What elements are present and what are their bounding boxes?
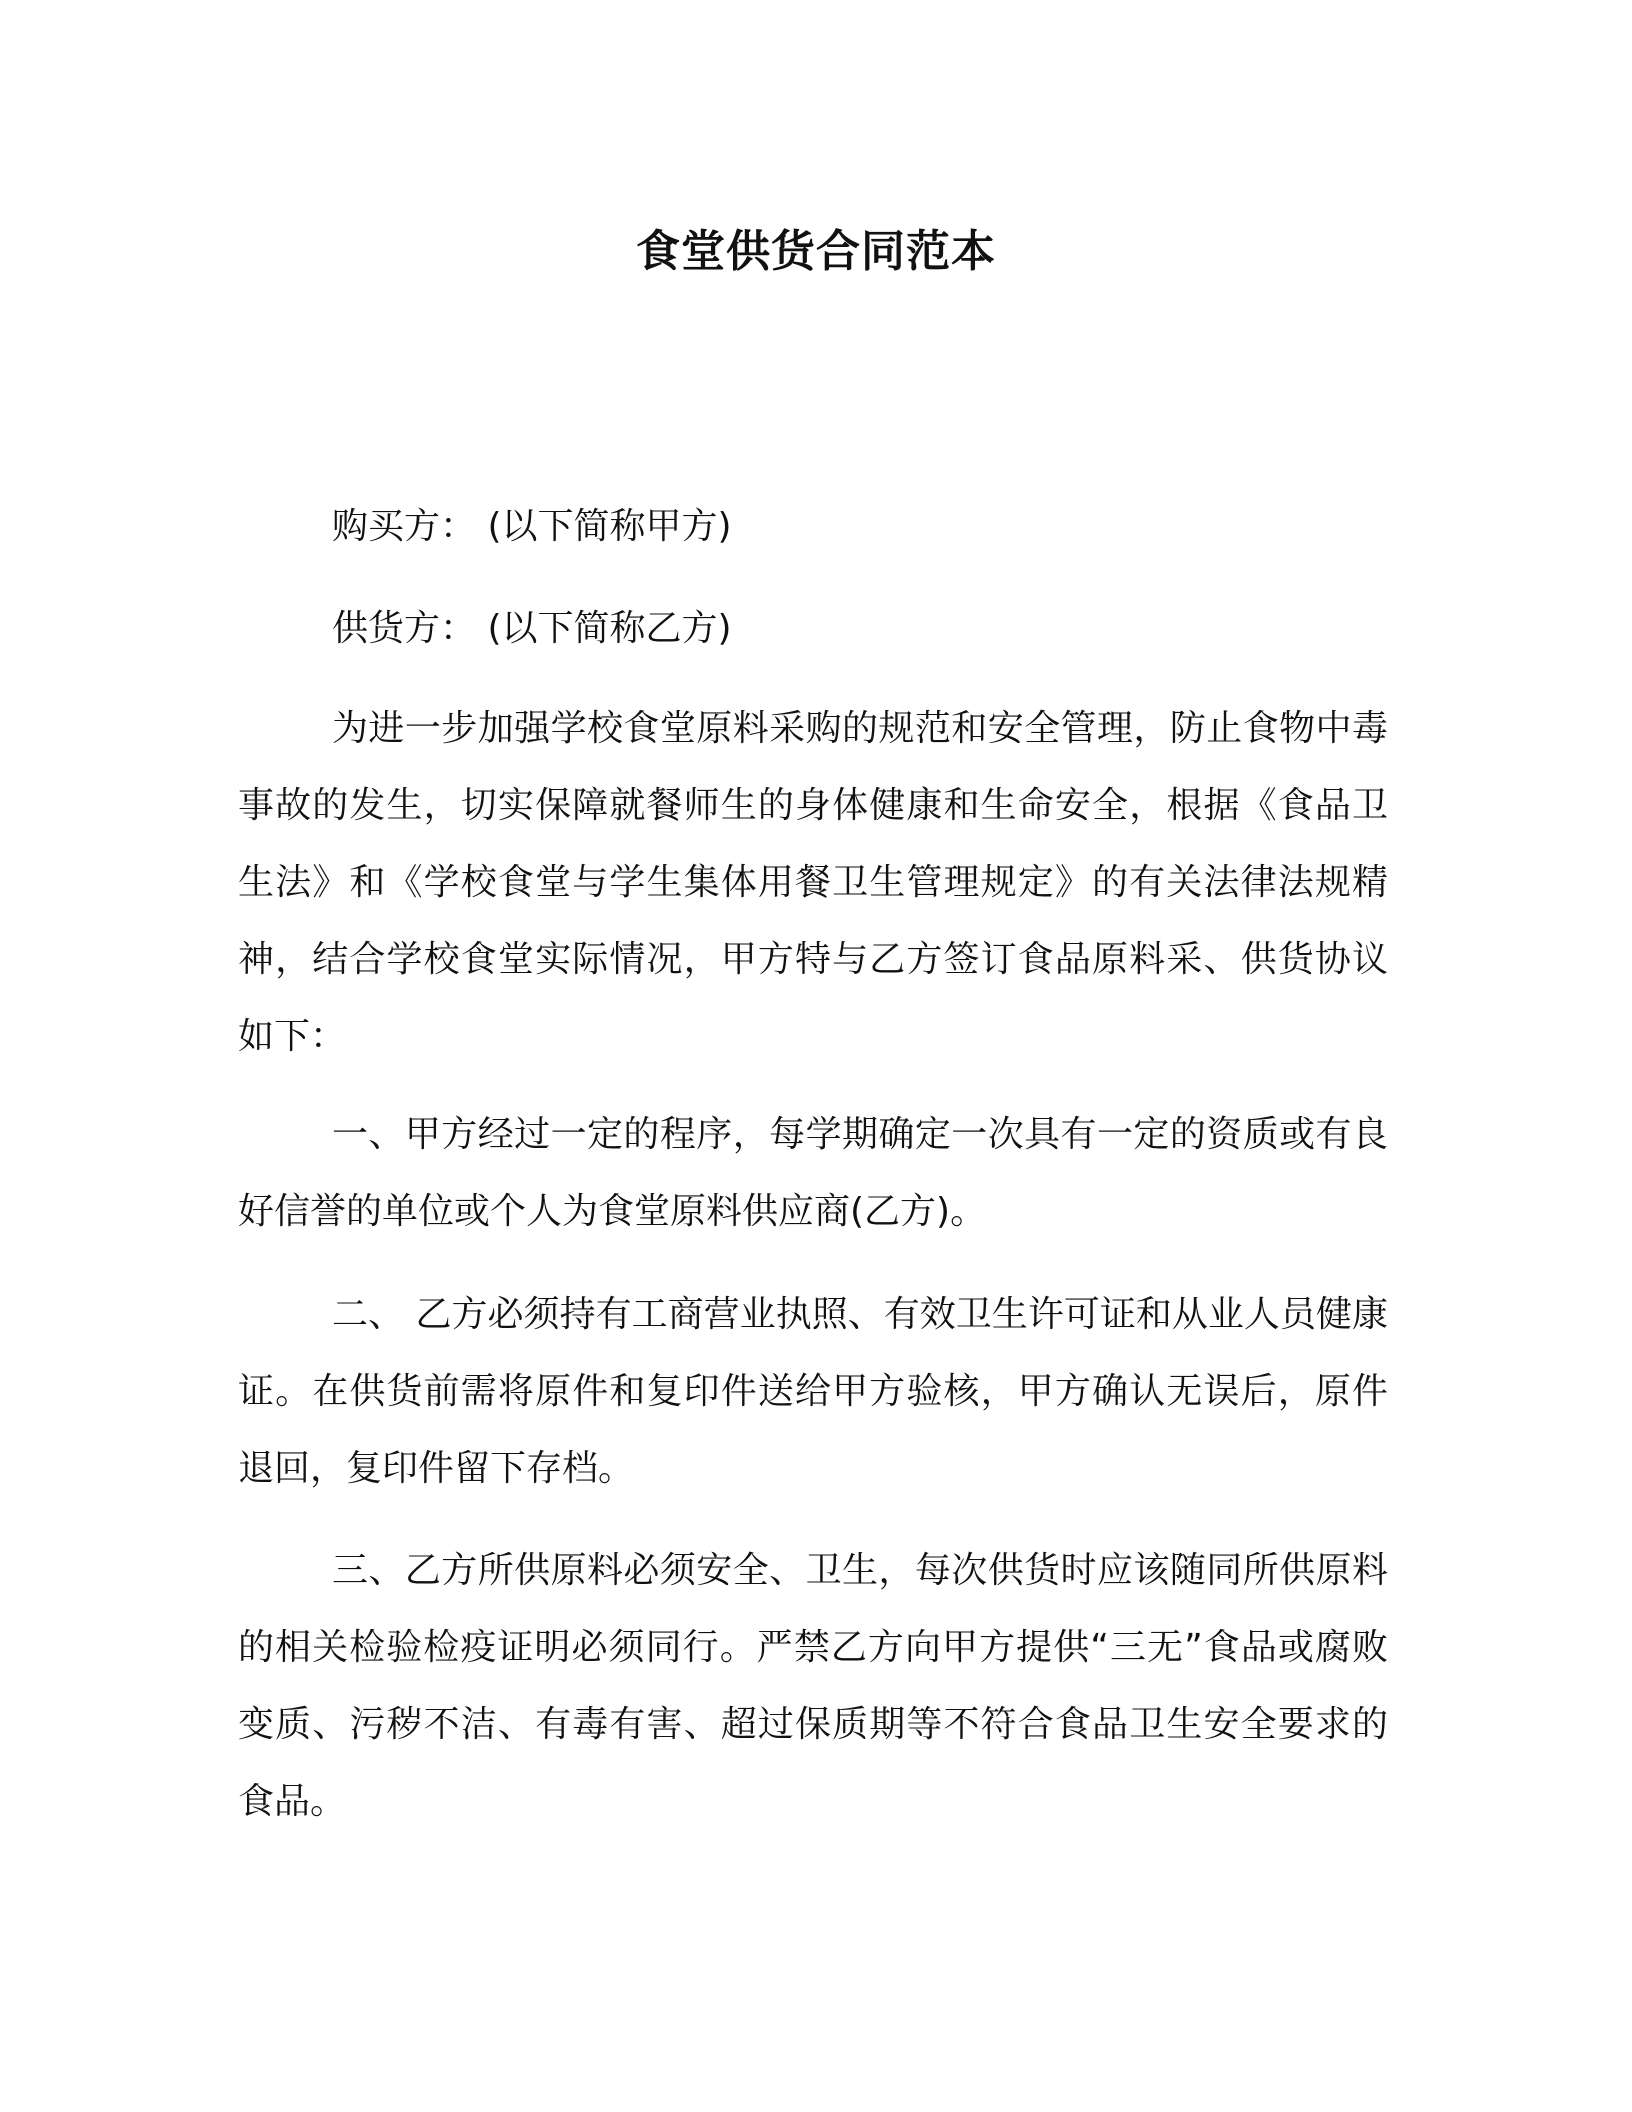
clause-one-paragraph: 一、甲方经过一定的程序，每学期确定一次具有一定的资质或有良好信誉的单位或个人为食堂原料供应商(乙方)。: [238, 1114, 1388, 1232]
buyer-line: 购买方： (以下简称甲方): [332, 506, 732, 547]
clause-two-paragraph: 二、 乙方必须持有工商营业执照、有效卫生许可证和从业人员健康证。在供货前需将原件和复印件送给甲方验核，甲方确认无误后，原件退回，复印件留下存档。: [238, 1294, 1388, 1489]
document-title: 食堂供货合同范本: [636, 226, 996, 277]
intro-paragraph: 为进一步加强学校食堂原料采购的规范和安全管理，防止食物中毒事故的发生，切实保障就餐师生的身体健康和生命安全，根据《食品卫生法》和《学校食堂与学生集体用餐卫生管理规定》的有关法律法规精神，结合学校食堂实际情况，甲方特与乙方签订食品原料采、供货协议如下：: [238, 708, 1388, 1057]
supplier-line: 供货方： (以下简称乙方): [332, 608, 732, 649]
clause-three-paragraph: 三、乙方所供原料必须安全、卫生，每次供货时应该随同所供原料的相关检验检疫证明必须同行。严禁乙方向甲方提供“三无”食品或腐败变质、污秽不洁、有毒有害、超过保质期等不符合食品卫生安全要求的食品。: [238, 1550, 1388, 1822]
